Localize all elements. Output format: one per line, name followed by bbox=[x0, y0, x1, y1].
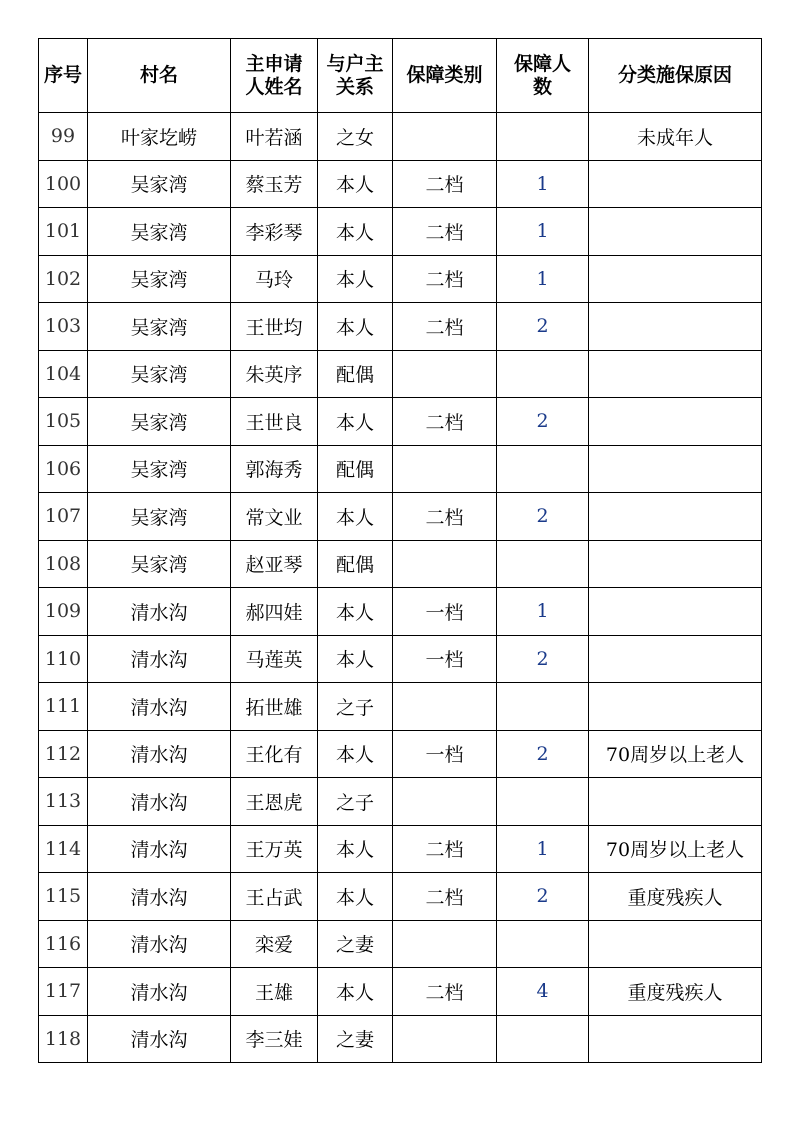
cell-village: 清水沟 bbox=[88, 730, 231, 778]
table-row bbox=[39, 540, 762, 588]
cell-seq: 100 bbox=[39, 160, 88, 208]
cell-relation: 本人 bbox=[318, 635, 393, 683]
cell-count: 2 bbox=[497, 730, 589, 778]
cell-applicant-name: 马莲英 bbox=[231, 635, 318, 683]
table-row bbox=[39, 255, 762, 303]
cell-reason: 重度残疾人 bbox=[589, 873, 762, 921]
table-row bbox=[39, 303, 762, 351]
cell-relation: 本人 bbox=[318, 968, 393, 1016]
cell-relation: 配偶 bbox=[318, 350, 393, 398]
cell-category: 二档 bbox=[393, 398, 497, 446]
cell-reason: 未成年人 bbox=[589, 113, 762, 161]
cell-reason bbox=[589, 778, 762, 826]
cell-village: 清水沟 bbox=[88, 873, 231, 921]
table-row bbox=[39, 873, 762, 921]
cell-relation: 本人 bbox=[318, 873, 393, 921]
cell-category bbox=[393, 920, 497, 968]
cell-applicant-name: 栾爱 bbox=[231, 920, 318, 968]
table-row bbox=[39, 493, 762, 541]
cell-relation: 本人 bbox=[318, 493, 393, 541]
table-header bbox=[39, 39, 762, 113]
table-row bbox=[39, 968, 762, 1016]
cell-village: 叶家圪崂 bbox=[88, 113, 231, 161]
cell-count bbox=[497, 445, 589, 493]
cell-applicant-name: 王化有 bbox=[231, 730, 318, 778]
header-seq: 序号 bbox=[39, 39, 88, 113]
cell-category: 二档 bbox=[393, 968, 497, 1016]
table-body bbox=[39, 113, 762, 1063]
cell-relation: 之妻 bbox=[318, 920, 393, 968]
cell-reason: 重度残疾人 bbox=[589, 968, 762, 1016]
table-row bbox=[39, 350, 762, 398]
header-village: 村名 bbox=[88, 39, 231, 113]
cell-seq: 103 bbox=[39, 303, 88, 351]
table-row bbox=[39, 825, 762, 873]
cell-applicant-name: 郭海秀 bbox=[231, 445, 318, 493]
cell-applicant-name: 马玲 bbox=[231, 255, 318, 303]
header-applicant: 主申请人姓名 bbox=[231, 39, 318, 113]
cell-count bbox=[497, 683, 589, 731]
cell-reason bbox=[589, 445, 762, 493]
table-row bbox=[39, 778, 762, 826]
cell-seq: 104 bbox=[39, 350, 88, 398]
cell-applicant-name: 叶若涵 bbox=[231, 113, 318, 161]
cell-relation: 本人 bbox=[318, 208, 393, 256]
cell-count bbox=[497, 1015, 589, 1063]
cell-applicant-name: 拓世雄 bbox=[231, 683, 318, 731]
table-row bbox=[39, 635, 762, 683]
cell-reason bbox=[589, 540, 762, 588]
cell-reason bbox=[589, 208, 762, 256]
cell-category: 二档 bbox=[393, 493, 497, 541]
header-count: 保障人数 bbox=[497, 39, 589, 113]
cell-applicant-name: 王万英 bbox=[231, 825, 318, 873]
cell-seq: 106 bbox=[39, 445, 88, 493]
cell-seq: 110 bbox=[39, 635, 88, 683]
table-row bbox=[39, 113, 762, 161]
cell-category bbox=[393, 778, 497, 826]
cell-seq: 111 bbox=[39, 683, 88, 731]
cell-seq: 108 bbox=[39, 540, 88, 588]
header-reason: 分类施保原因 bbox=[589, 39, 762, 113]
cell-count bbox=[497, 350, 589, 398]
cell-count bbox=[497, 113, 589, 161]
cell-relation: 本人 bbox=[318, 160, 393, 208]
cell-village: 吴家湾 bbox=[88, 350, 231, 398]
cell-village: 清水沟 bbox=[88, 778, 231, 826]
cell-relation: 本人 bbox=[318, 255, 393, 303]
cell-seq: 107 bbox=[39, 493, 88, 541]
cell-count: 1 bbox=[497, 160, 589, 208]
cell-reason bbox=[589, 683, 762, 731]
cell-applicant-name: 王恩虎 bbox=[231, 778, 318, 826]
cell-reason bbox=[589, 398, 762, 446]
cell-relation: 本人 bbox=[318, 825, 393, 873]
cell-seq: 105 bbox=[39, 398, 88, 446]
cell-relation: 之子 bbox=[318, 683, 393, 731]
cell-seq: 116 bbox=[39, 920, 88, 968]
cell-seq: 99 bbox=[39, 113, 88, 161]
cell-reason bbox=[589, 160, 762, 208]
header-category: 保障类别 bbox=[393, 39, 497, 113]
cell-applicant-name: 王世均 bbox=[231, 303, 318, 351]
cell-count: 4 bbox=[497, 968, 589, 1016]
cell-seq: 117 bbox=[39, 968, 88, 1016]
cell-category: 二档 bbox=[393, 825, 497, 873]
cell-category bbox=[393, 1015, 497, 1063]
cell-reason bbox=[589, 1015, 762, 1063]
cell-applicant-name: 王世良 bbox=[231, 398, 318, 446]
cell-applicant-name: 王占武 bbox=[231, 873, 318, 921]
cell-seq: 102 bbox=[39, 255, 88, 303]
cell-seq: 109 bbox=[39, 588, 88, 636]
cell-village: 清水沟 bbox=[88, 825, 231, 873]
table-row bbox=[39, 445, 762, 493]
cell-count: 1 bbox=[497, 588, 589, 636]
cell-category bbox=[393, 445, 497, 493]
cell-village: 吴家湾 bbox=[88, 493, 231, 541]
cell-village: 清水沟 bbox=[88, 1015, 231, 1063]
cell-count: 2 bbox=[497, 493, 589, 541]
cell-category bbox=[393, 350, 497, 398]
cell-applicant-name: 蔡玉芳 bbox=[231, 160, 318, 208]
cell-count: 1 bbox=[497, 825, 589, 873]
cell-relation: 本人 bbox=[318, 730, 393, 778]
cell-village: 清水沟 bbox=[88, 683, 231, 731]
cell-reason bbox=[589, 493, 762, 541]
header-row bbox=[39, 39, 762, 113]
cell-seq: 113 bbox=[39, 778, 88, 826]
cell-village: 吴家湾 bbox=[88, 160, 231, 208]
cell-count bbox=[497, 920, 589, 968]
cell-seq: 118 bbox=[39, 1015, 88, 1063]
cell-village: 清水沟 bbox=[88, 588, 231, 636]
cell-village: 清水沟 bbox=[88, 635, 231, 683]
cell-relation: 之子 bbox=[318, 778, 393, 826]
cell-village: 清水沟 bbox=[88, 920, 231, 968]
cell-applicant-name: 李三娃 bbox=[231, 1015, 318, 1063]
cell-category: 二档 bbox=[393, 873, 497, 921]
cell-reason bbox=[589, 588, 762, 636]
cell-category: 二档 bbox=[393, 303, 497, 351]
cell-applicant-name: 常文业 bbox=[231, 493, 318, 541]
cell-relation: 本人 bbox=[318, 303, 393, 351]
cell-category: 一档 bbox=[393, 730, 497, 778]
cell-seq: 115 bbox=[39, 873, 88, 921]
cell-reason bbox=[589, 920, 762, 968]
cell-category: 二档 bbox=[393, 255, 497, 303]
cell-category bbox=[393, 683, 497, 731]
cell-category bbox=[393, 113, 497, 161]
cell-reason: 70周岁以上老人 bbox=[589, 825, 762, 873]
cell-reason bbox=[589, 303, 762, 351]
cell-applicant-name: 朱英序 bbox=[231, 350, 318, 398]
cell-count: 1 bbox=[497, 255, 589, 303]
cell-relation: 本人 bbox=[318, 398, 393, 446]
table-row bbox=[39, 588, 762, 636]
cell-applicant-name: 赵亚琴 bbox=[231, 540, 318, 588]
cell-applicant-name: 李彩琴 bbox=[231, 208, 318, 256]
cell-reason bbox=[589, 255, 762, 303]
cell-relation: 配偶 bbox=[318, 540, 393, 588]
cell-seq: 114 bbox=[39, 825, 88, 873]
table-row bbox=[39, 1015, 762, 1063]
cell-count bbox=[497, 540, 589, 588]
cell-category: 二档 bbox=[393, 160, 497, 208]
table-row bbox=[39, 920, 762, 968]
cell-category: 二档 bbox=[393, 208, 497, 256]
cell-count: 2 bbox=[497, 398, 589, 446]
cell-relation: 之妻 bbox=[318, 1015, 393, 1063]
cell-category: 一档 bbox=[393, 635, 497, 683]
table-row bbox=[39, 730, 762, 778]
cell-count: 1 bbox=[497, 208, 589, 256]
header-relation: 与户主关系 bbox=[318, 39, 393, 113]
cell-reason: 70周岁以上老人 bbox=[589, 730, 762, 778]
cell-village: 吴家湾 bbox=[88, 398, 231, 446]
cell-seq: 112 bbox=[39, 730, 88, 778]
cell-village: 吴家湾 bbox=[88, 445, 231, 493]
table-row bbox=[39, 398, 762, 446]
assistance-roster-table bbox=[38, 38, 762, 1063]
table-row bbox=[39, 683, 762, 731]
table-row bbox=[39, 208, 762, 256]
cell-applicant-name: 王雄 bbox=[231, 968, 318, 1016]
cell-count bbox=[497, 778, 589, 826]
cell-village: 吴家湾 bbox=[88, 303, 231, 351]
cell-reason bbox=[589, 635, 762, 683]
cell-count: 2 bbox=[497, 635, 589, 683]
cell-reason bbox=[589, 350, 762, 398]
cell-applicant-name: 郝四娃 bbox=[231, 588, 318, 636]
cell-relation: 本人 bbox=[318, 588, 393, 636]
cell-village: 吴家湾 bbox=[88, 208, 231, 256]
table-row bbox=[39, 160, 762, 208]
cell-seq: 101 bbox=[39, 208, 88, 256]
cell-category: 一档 bbox=[393, 588, 497, 636]
cell-count: 2 bbox=[497, 873, 589, 921]
cell-village: 吴家湾 bbox=[88, 255, 231, 303]
cell-relation: 配偶 bbox=[318, 445, 393, 493]
cell-village: 吴家湾 bbox=[88, 540, 231, 588]
cell-relation: 之女 bbox=[318, 113, 393, 161]
cell-count: 2 bbox=[497, 303, 589, 351]
cell-village: 清水沟 bbox=[88, 968, 231, 1016]
cell-category bbox=[393, 540, 497, 588]
